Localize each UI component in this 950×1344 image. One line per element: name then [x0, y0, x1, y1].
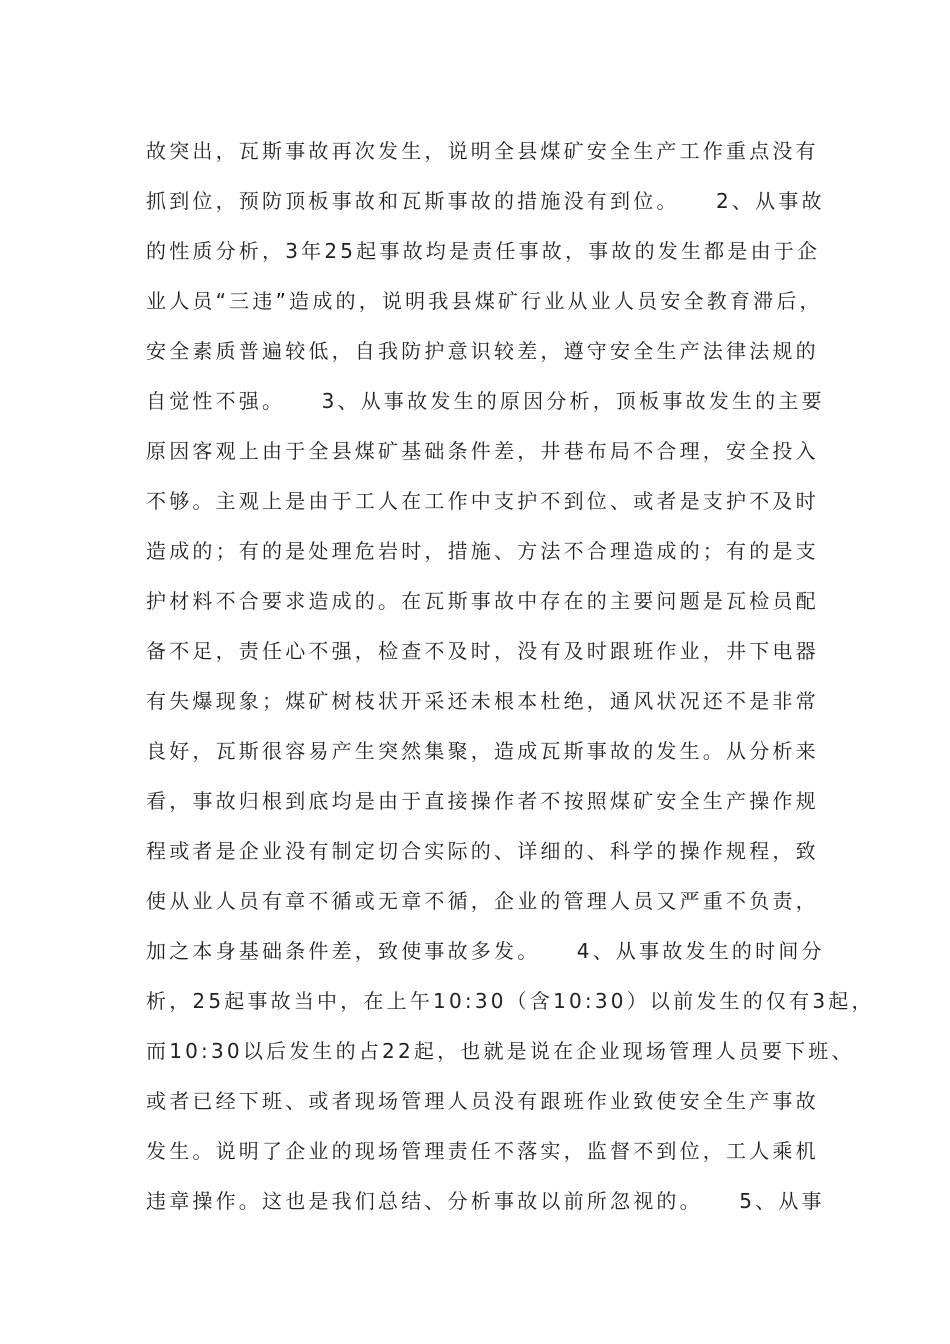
text-line: 加之本身基础条件差，致使事故多发。 4、从事故发生的时间分 [146, 939, 825, 963]
text-line: 造成的；有的是处理危岩时，措施、方法不合理造成的；有的是支 [146, 539, 819, 563]
text-line: 而10:30以后发生的占22起，也就是说在企业现场管理人员要下班、 [146, 1039, 855, 1063]
text-line: 析，25起事故当中，在上午10:30（含10:30）以前发生的仅有3起， [146, 989, 875, 1013]
text-line: 或者已经下班、或者现场管理人员没有跟班作业致使安全生产事故 [146, 1089, 819, 1113]
text-line: 自觉性不强。 3、从事故发生的原因分析，顶板事故发生的主要 [146, 389, 825, 413]
text-line: 备不足，责任心不强，检查不及时，没有及时跟班作业，井下电器 [146, 639, 819, 663]
text-line: 违章操作。这也是我们总结、分析事故以前所忽视的。 5、从事 [146, 1189, 825, 1213]
text-line: 有失爆现象；煤矿树枝状开采还未根本杜绝，通风状况还不是非常 [146, 689, 819, 713]
text-line: 的性质分析，3年25起事故均是责任事故，事故的发生都是由于企 [146, 239, 821, 263]
text-line: 程或者是企业没有制定切合实际的、详细的、科学的操作规程，致 [146, 839, 819, 863]
text-line: 看，事故归根到底均是由于直接操作者不按照煤矿安全生产操作规 [146, 789, 819, 813]
text-line: 故突出，瓦斯事故再次发生，说明全县煤矿安全生产工作重点没有 [146, 139, 819, 163]
text-line: 抓到位，预防顶板事故和瓦斯事故的措施没有到位。 2、从事故 [146, 189, 825, 213]
text-line: 良好，瓦斯很容易产生突然集聚，造成瓦斯事故的发生。从分析来 [146, 739, 819, 763]
text-line: 不够。主观上是由于工人在工作中支护不到位、或者是支护不及时 [146, 489, 819, 513]
text-line: 发生。说明了企业的现场管理责任不落实，监督不到位，工人乘机 [146, 1139, 819, 1163]
text-line: 使从业人员有章不循或无章不循，企业的管理人员又严重不负责， [146, 889, 819, 913]
text-line: 安全素质普遍较低，自我防护意识较差，遵守安全生产法律法规的 [146, 339, 819, 363]
text-line: 业人员“三违”造成的，说明我县煤矿行业从业人员安全教育滞后， [146, 289, 823, 313]
body-text [146, 126, 875, 1226]
text-line: 护材料不合要求造成的。在瓦斯事故中存在的主要问题是瓦检员配 [146, 589, 819, 613]
text-line: 原因客观上由于全县煤矿基础条件差，井巷布局不合理，安全投入 [146, 439, 819, 463]
